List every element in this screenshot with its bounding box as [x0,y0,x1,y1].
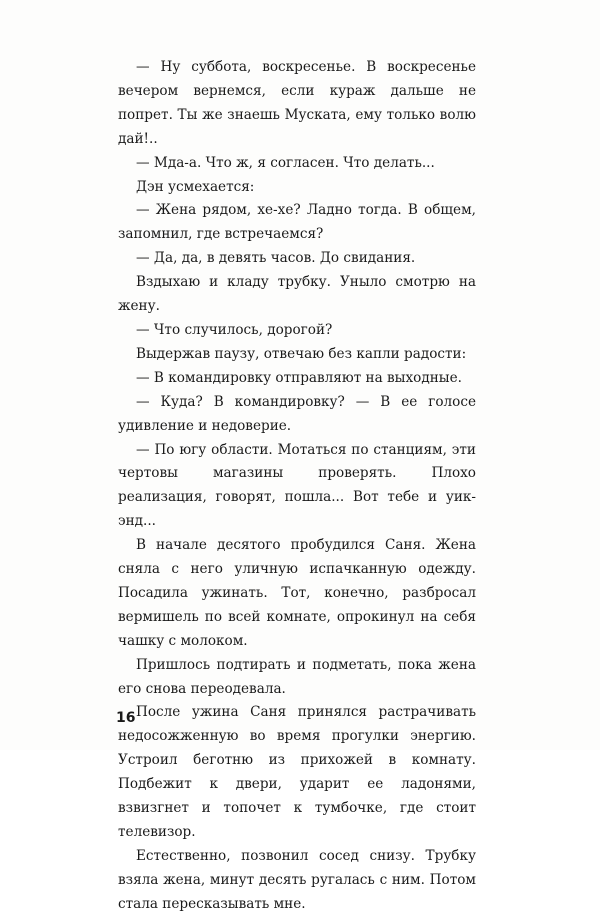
paragraph: Вздыхаю и кладу трубку. Уныло смотрю на жену. [118,274,476,315]
paragraph: Дэн усмехается: [136,178,255,195]
paragraph: В начале десятого пробудился Саня. Жена сняла с него уличную испачканную одежду. Посадила ужинать. Тот, конечно, разбросал вермишель по всей комнате, опрокинул на себя чашку с молоком. [118,537,476,649]
paragraph: — Да, да, в девять часов. До свидания. [136,250,416,267]
page-number: 16 [116,710,136,726]
paragraph: — По югу области. Мотаться по станциям, эти чертовы магазины проверять. Плохо реализация, говорят, пошла... Вот тебе и уик-энд... [118,441,476,530]
paragraph: — Жена рядом, хе-хе? Ладно тогда. В общем, запомнил, где встречаемся? [118,202,476,243]
paragraph: — В командировку отправляют на выходные. [136,369,462,386]
paragraph: — Ну суббота, воскресенье. В воскресенье вечером вернемся, если кураж дальше не попрет. Ты же знаешь Муската, ему только волю дай!.. [118,59,476,147]
paragraph: Пришлось подтирать и подметать, пока жена его снова переодевала. [118,656,476,697]
page-body-text [118,56,476,917]
paragraph: — Мда-а. Что ж, я согласен. Что делать... [136,154,435,171]
paragraph: Выдержав паузу, отвечаю без капли радости: [136,345,467,362]
paragraph: После ужина Саня принялся растрачивать недосожженную во время прогулки энергию. Устроил беготню из прихожей в комнату. Подбежит к двери, ударит ее ладонями, взвизгнет и топочет к тумбочке, где стоит телевизор. [118,704,476,840]
paragraph: Естественно, позвонил сосед снизу. Трубку взяла жена, минут десять ругалась с ним. Потом стала пересказывать мне. [118,847,476,912]
paragraph: — Что случилось, дорогой? [136,321,333,338]
paragraph: — Куда? В командировку? — В ее голосе удивление и недоверие. [118,393,476,434]
